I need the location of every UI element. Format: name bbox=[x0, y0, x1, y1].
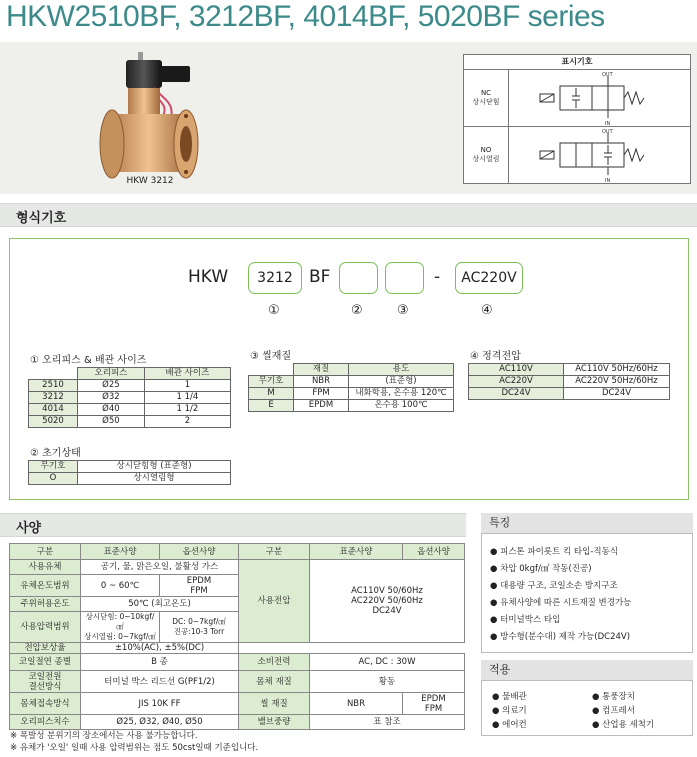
table-cell: 내화학용, 온수용 120℃ bbox=[349, 388, 454, 400]
table-cell: (표준형) bbox=[349, 376, 454, 388]
voltage-table bbox=[468, 363, 670, 400]
table-cell: EPDM FPM bbox=[403, 693, 465, 715]
table-cell: DC24V bbox=[469, 388, 564, 400]
table-cell: DC24V bbox=[564, 388, 670, 400]
table-row bbox=[10, 715, 465, 730]
table-cell: 무기호 bbox=[29, 461, 78, 473]
note-1: ※ 폭발성 분위기의 장소에서는 사용 불가능합니다. bbox=[10, 731, 198, 741]
seal-table bbox=[248, 363, 454, 412]
nc-in-label: IN bbox=[605, 121, 611, 126]
code-box-voltage: AC220V bbox=[455, 262, 523, 294]
table-cell: 주위허용온도 bbox=[10, 597, 81, 612]
table-row bbox=[249, 376, 454, 388]
table-row bbox=[29, 404, 231, 416]
code-box-initial bbox=[339, 262, 378, 294]
table-cell: 유체온도범위 bbox=[10, 575, 81, 597]
table-cell bbox=[29, 368, 78, 380]
table-cell: 무기호 bbox=[249, 376, 294, 388]
circle-2: ② bbox=[351, 303, 363, 318]
list-item: ● 차압 0kgf/㎠ 작동(진공) bbox=[490, 564, 592, 574]
table-cell: 코일전원 결선방식 bbox=[10, 671, 81, 693]
table-cell: NBR bbox=[294, 376, 349, 388]
orifice-title: ① 오리피스 & 배관 사이즈 bbox=[30, 355, 147, 366]
symbol-header: 표시기호 bbox=[464, 55, 690, 70]
table-cell: 4014 bbox=[29, 404, 78, 416]
nc-label bbox=[464, 70, 509, 126]
table-row bbox=[29, 380, 231, 392]
table-cell bbox=[249, 364, 294, 376]
table-cell: Ø50 bbox=[78, 416, 145, 428]
spec-section-title: 사양 bbox=[16, 521, 42, 536]
product-photo-panel bbox=[0, 42, 458, 194]
table-row bbox=[249, 388, 454, 400]
table-cell: EPDM FPM bbox=[160, 575, 239, 597]
table-cell: 재질 bbox=[294, 364, 349, 376]
table-cell: AC220V 50Hz/60Hz bbox=[564, 376, 670, 388]
table-cell: 씰 재질 bbox=[239, 693, 310, 715]
spec-section-bar bbox=[0, 513, 466, 537]
table-cell: 코일절연 종별 bbox=[10, 654, 81, 671]
nc-label-1: NC bbox=[480, 89, 492, 97]
table-cell: AC, DC : 30W bbox=[310, 654, 465, 671]
code-box-orifice: 3212 bbox=[248, 262, 302, 294]
table-cell: EPDM bbox=[294, 400, 349, 412]
table-cell: 0 ~ 60℃ bbox=[81, 575, 160, 597]
table-cell: Ø25 bbox=[78, 380, 145, 392]
apps-title: 적용 bbox=[481, 660, 693, 680]
table-cell: 전압보상율 bbox=[10, 643, 81, 654]
table-cell: 사용전압 bbox=[239, 560, 310, 643]
nc-label-2: 상시닫힘 bbox=[472, 98, 500, 106]
table-row bbox=[10, 693, 465, 715]
no-in-label: IN bbox=[605, 178, 611, 183]
list-item: ● 컴프레서 bbox=[592, 706, 635, 716]
table-cell: E bbox=[249, 400, 294, 412]
table-row bbox=[469, 376, 670, 388]
table-cell: Ø32 bbox=[78, 392, 145, 404]
list-item: ● 터미널박스 타입 bbox=[490, 615, 561, 625]
table-cell: 몸체 재질 bbox=[239, 671, 310, 693]
no-valve-symbol bbox=[510, 127, 688, 183]
no-label bbox=[464, 127, 509, 183]
table-cell: 오리피스치수 bbox=[10, 715, 81, 730]
list-item: ● 물배관 bbox=[492, 692, 527, 702]
circle-3: ③ bbox=[397, 303, 409, 318]
table-cell: 2 bbox=[144, 416, 230, 428]
note-2: ※ 유체가 '오일' 일때 사용 압력범위는 점도 50cst일때 기준입니다. bbox=[10, 743, 259, 753]
table-cell: 5020 bbox=[29, 416, 78, 428]
table-cell: AC110V 50/60Hz AC220V 50/60Hz DC24V bbox=[310, 560, 465, 643]
no-symbol-row bbox=[464, 127, 690, 183]
list-item: ● 피스톤 파이롯트 킥 타입-직동식 bbox=[490, 547, 619, 557]
table-cell: 온수용 100℃ bbox=[349, 400, 454, 412]
table-row bbox=[29, 392, 231, 404]
model-section-title: 형식기호 bbox=[16, 211, 67, 226]
table-cell: 공기, 물, 맑은오일, 불활성 가스 bbox=[81, 560, 239, 575]
table-cell: 밸브중량 bbox=[239, 715, 310, 730]
table-cell: O bbox=[29, 473, 78, 485]
table-cell: 2510 bbox=[29, 380, 78, 392]
table-cell: 표 참조 bbox=[310, 715, 465, 730]
no-label-1: NO bbox=[480, 146, 492, 154]
table-cell: 50℃ (최고온도) bbox=[81, 597, 239, 612]
table-cell: 표준사양 bbox=[310, 544, 403, 560]
nc-symbol-row bbox=[464, 70, 690, 127]
model-dash: - bbox=[434, 267, 441, 287]
initial-table bbox=[28, 460, 231, 485]
no-label-2: 상시열림 bbox=[472, 155, 500, 163]
table-cell: 1 1/4 bbox=[144, 392, 230, 404]
table-cell: 상시닫힘형 (표준형) bbox=[78, 461, 231, 473]
table-cell: NBR bbox=[310, 693, 403, 715]
list-item: ● 통풍장치 bbox=[592, 692, 635, 702]
table-row bbox=[29, 416, 231, 428]
model-section-bar bbox=[0, 203, 697, 227]
list-item: ● 산업용 세척기 bbox=[592, 720, 655, 730]
nc-valve-symbol bbox=[510, 70, 688, 126]
circle-1: ① bbox=[268, 303, 280, 318]
table-cell: 표준사양 bbox=[81, 544, 160, 560]
list-item: ● 대용량 구조, 코일소손 방지구조 bbox=[490, 581, 618, 591]
table-cell: Ø40 bbox=[78, 404, 145, 416]
table-row bbox=[469, 364, 670, 376]
list-item: ● 의료기 bbox=[492, 706, 527, 716]
symbol-box bbox=[463, 54, 691, 184]
table-cell: 몸체접속방식 bbox=[10, 693, 81, 715]
table-cell: 3212 bbox=[29, 392, 78, 404]
page-title: HKW2510BF, 3212BF, 4014BF, 5020BF series bbox=[6, 0, 605, 33]
table-cell: 상시열림형 bbox=[78, 473, 231, 485]
table-row bbox=[10, 654, 465, 671]
table-cell: 황동 bbox=[310, 671, 465, 693]
table-cell: 소비전력 bbox=[239, 654, 310, 671]
code-box-seal bbox=[385, 262, 424, 294]
table-cell: 터미널 박스 리드선 G(PF1/2) bbox=[81, 671, 239, 693]
orifice-table bbox=[28, 367, 231, 428]
table-cell: FPM bbox=[294, 388, 349, 400]
list-item: ● 에어컨 bbox=[492, 720, 527, 730]
table-cell: 사용유체 bbox=[10, 560, 81, 575]
no-out-label: OUT bbox=[602, 129, 613, 135]
list-item: ● 유체사양에 따른 시트재질 변경가능 bbox=[490, 598, 632, 608]
valve-photo bbox=[0, 42, 458, 194]
voltage-title: ④ 정격전압 bbox=[470, 351, 521, 362]
table-cell: ±10%(AC), ±5%(DC) bbox=[81, 643, 239, 654]
table-cell: 옵션사양 bbox=[403, 544, 465, 560]
table-cell: 1 1/2 bbox=[144, 404, 230, 416]
table-cell: 옵션사양 bbox=[160, 544, 239, 560]
list-item: ● 방수형(분수대) 제작 가능(DC24V) bbox=[490, 632, 631, 642]
nc-out-label: OUT bbox=[602, 72, 613, 78]
photo-caption: HKW 3212 bbox=[126, 176, 174, 186]
table-cell: AC110V 50Hz/60Hz bbox=[564, 364, 670, 376]
table-cell: 용도 bbox=[349, 364, 454, 376]
table-cell: JIS 10K FF bbox=[81, 693, 239, 715]
table-cell: Ø25, Ø32, Ø40, Ø50 bbox=[81, 715, 239, 730]
spec-table bbox=[9, 543, 465, 730]
circle-4: ④ bbox=[481, 303, 493, 318]
table-row bbox=[29, 473, 231, 485]
table-cell: AC110V bbox=[469, 364, 564, 376]
features-title: 특징 bbox=[481, 513, 693, 533]
seal-title: ③ 씰재질 bbox=[250, 351, 292, 362]
table-cell: B 종 bbox=[81, 654, 239, 671]
initial-title: ② 초기상태 bbox=[30, 448, 81, 459]
table-row bbox=[249, 400, 454, 412]
table-cell: 사용압력범위 bbox=[10, 612, 81, 643]
table-row bbox=[10, 671, 465, 693]
table-cell: 1 bbox=[144, 380, 230, 392]
table-cell: DC: 0~7kgf/㎠ 진공:10-3 Torr bbox=[160, 612, 239, 643]
table-cell: 구분 bbox=[10, 544, 81, 560]
table-row bbox=[10, 560, 465, 575]
table-row bbox=[469, 388, 670, 400]
table-cell: M bbox=[249, 388, 294, 400]
orifice-header: 배관 사이즈 bbox=[144, 368, 230, 380]
orifice-header: 오리피스 bbox=[78, 368, 145, 380]
table-cell: 구분 bbox=[239, 544, 310, 560]
table-cell: AC220V bbox=[469, 376, 564, 388]
table-cell: 상시닫힘: 0~10kgf/㎠ 상시열림: 0~7kgf/㎠ bbox=[81, 612, 160, 643]
model-prefix: HKW bbox=[188, 267, 229, 287]
model-bf: BF bbox=[309, 267, 331, 287]
